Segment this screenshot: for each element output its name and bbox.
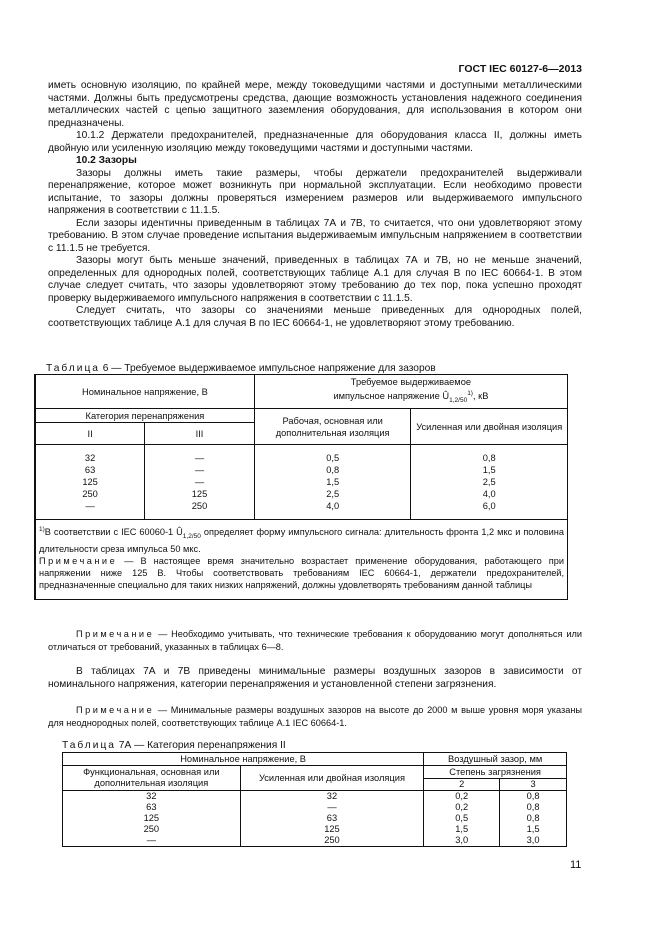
paragraph: Зазоры могут быть меньше значений, приведенных в таблицах 7А и 7В, но не меньше значений, определенных для однородных полей, соответствующих таблице А.1 для случая В по IEC 60664-1. В этом случае следует считать, что зазоры удовлетворяют этому требованию до тех пор, пока успешно проходят проверку выдерживаемого импульсного напряжения в соответствии с 11.1.5. [48, 255, 582, 304]
header-category: Категория перенапряжения [35, 409, 254, 423]
values-pollution-2: 0,2 0,2 0,5 1,5 3,0 [424, 791, 500, 847]
header-reinforced-insulation: Усиленная или двойная изоляция [411, 409, 568, 445]
header-required-voltage: Требуемое выдерживаемое импульсное напряжение $Û_{1,2/50}^{1)}$, кВ [254, 375, 567, 409]
values-pollution-3: 0,8 0,8 0,8 1,5 3,0 [500, 791, 567, 847]
paragraph: Следует считать, что зазоры со значениями меньше приведенных для однородных полей, соответствующих таблице А.1 для случая В по IEC 60664-1, не удовлетворяют этому требованию. [48, 305, 582, 329]
note-1: Примечание — Необходимо учитывать, что технические требования к оборудованию могут дополняться или отличаться от требований, указанных в таблицах 6—8. [48, 629, 582, 652]
paragraph: В таблицах 7А и 7В приведены минимальные размеры воздушных зазоров в зависимости от номинального напряжения, категории перенапряжения и установленной степени загрязнения. [48, 666, 582, 690]
header-basic-insulation: Рабочая, основная или дополнительная изоляция [254, 409, 411, 445]
caption-text: 7А — Категория перенапряжения II [118, 740, 286, 751]
header-pollution-2: 2 [424, 779, 500, 791]
table-7a [62, 752, 567, 847]
header-pollution-degree: Степень загрязнения [424, 766, 567, 779]
footnote: $^{1)}$В соответствии с IEC 60060-1 $Û_{1,2/50}$ определяет форму импульсного сигнала: длительность фронта 1,2 мкс и половина длительности среза импульса 50 мкс. [39, 526, 564, 554]
paragraph: Зазоры должны иметь такие размеры, чтобы держатели предохранителей выдерживали перенапряжение, которое может возникнуть при нормальной эксплуатации. Если необходимо провести испытание, то зазоры должны проверяться измерением размеров или выдерживаемого импульсного напряжения в соответствии с 11.1.5. [48, 167, 582, 216]
header-functional-insulation: Функциональная, основная или дополнительная изоляция [63, 766, 241, 791]
caption-text: 6 — Требуемое выдерживаемое импульсное напряжение для зазоров [102, 363, 436, 374]
caption-word: Таблица [46, 363, 100, 374]
values-functional: 32 63 125 250 — [63, 791, 241, 847]
paragraph: иметь основную изоляцию, по крайней мере, между токоведущими частями и доступными металлическими частями. Должны быть предусмотрены средства, дающие возможность установления надежного соединения металлических частей с цепью защитного заземления оборудования, для использования в котором они предназначены. [48, 80, 582, 129]
document-header: ГОСТ IEC 60127-6—2013 [458, 63, 582, 75]
values-category-ii: 32 63 125 250 — [35, 445, 145, 520]
header-category-ii: II [35, 423, 145, 445]
page-number: 11 [570, 859, 582, 871]
header-air-clearance: Воздушный зазор, мм [424, 753, 567, 766]
paragraph: Если зазоры идентичны приведенным в таблицах 7А и 7В, то считается, что они удовлетворяют этому требованию. В этом случае проведение испытания выдерживаемым импульсным напряжением в соответствии с 11.1.5 не требуется. [48, 217, 582, 254]
note-2: Примечание — Минимальные размеры воздушных зазоров на высоте до 2000 м выше уровня моря указаны для неоднородных полей, соответствующих таблице А.1 IEC 60664-1. [48, 705, 582, 728]
header-nominal-voltage: Номинальное напряжение, В [35, 375, 254, 409]
values-basic-insulation: 0,5 0,8 1,5 2,5 4,0 [254, 445, 411, 520]
body-text [48, 80, 582, 330]
header-category-iii: III [145, 423, 255, 445]
header-pollution-3: 3 [500, 779, 567, 791]
values-category-iii: — — — 125 250 [145, 445, 255, 520]
values-reinforced-insulation: 0,8 1,5 2,5 4,0 6,0 [411, 445, 568, 520]
table-6-caption [46, 363, 436, 374]
table-note: Примечание — В настоящее время значительно возрастает применение оборудования, работающего при напряжении ниже 125 В. Чтобы соответствовать требованиям IEC 60664-1, держатели предохранителей, предназначенные специально для таких низких напряжений, должны удовлетворять требованиям данной таблицы [39, 555, 564, 590]
values-reinforced: 32 — 63 125 250 [240, 791, 424, 847]
header-reinforced-insulation: Усиленная или двойная изоляция [240, 766, 424, 791]
section-heading: 10.2 Зазоры [76, 155, 137, 166]
caption-word: Таблица [62, 740, 116, 751]
table-7a-caption [62, 740, 286, 751]
paragraph: 10.1.2 Держатели предохранителей, предназначенные для оборудования класса II, должны иметь двойную или усиленную изоляцию между токоведущими частями и доступными частями. [48, 130, 582, 154]
table-6-notes [35, 520, 568, 600]
table-6 [34, 374, 568, 600]
header-nominal-voltage: Номинальное напряжение, В [63, 753, 424, 766]
